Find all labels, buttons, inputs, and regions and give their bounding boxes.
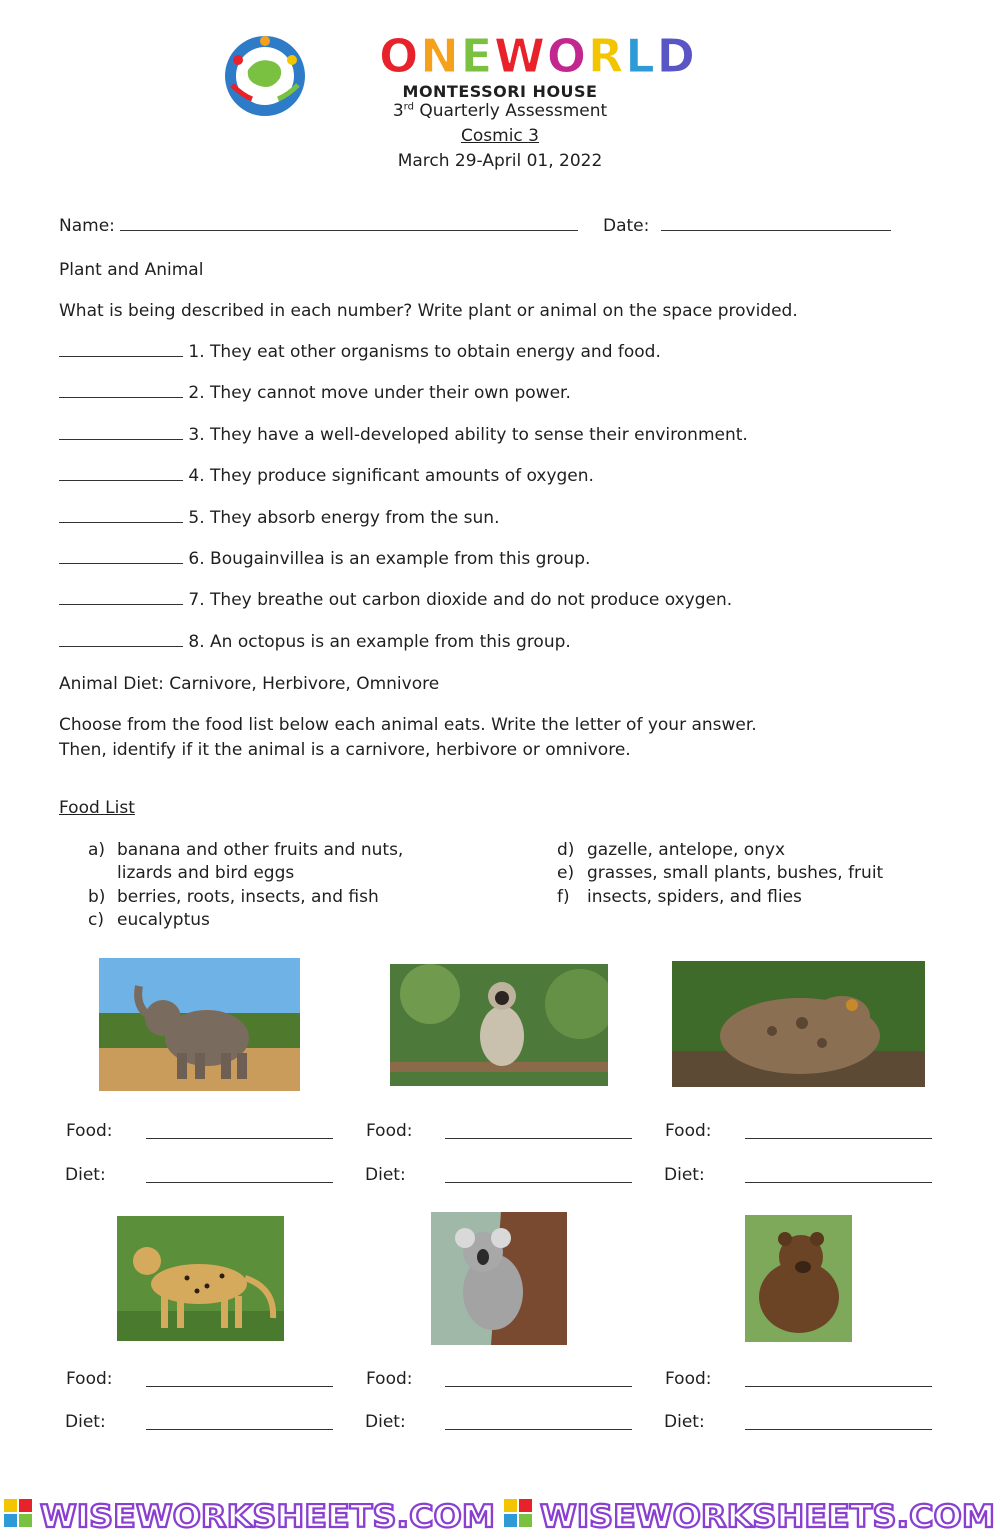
cheetah-diet-blank[interactable] — [146, 1429, 333, 1430]
food-label: Food: — [665, 1121, 712, 1141]
date-blank[interactable] — [661, 230, 891, 231]
question-item — [59, 466, 594, 487]
question-item — [59, 590, 732, 611]
question-text: 7. They breathe out carbon dioxide and do not produce oxygen. — [188, 590, 733, 610]
diet-label: Diet: — [65, 1165, 106, 1185]
food-label: Food: — [366, 1121, 413, 1141]
answer-blank[interactable] — [59, 522, 183, 523]
answer-blank[interactable] — [59, 356, 183, 357]
monkey-diet-blank[interactable] — [445, 1182, 632, 1183]
food-letter-f: f) — [557, 887, 570, 907]
question-text: 2. They cannot move under their own power. — [188, 383, 571, 403]
food-list-title: Food List — [59, 798, 135, 818]
food-letter-a: a) — [88, 840, 106, 860]
koala-photo — [431, 1212, 567, 1345]
question-text: 8. An octopus is an example from this group. — [188, 632, 571, 652]
food-option-a-line2: lizards and bird eggs — [117, 863, 295, 883]
elephant-photo — [99, 958, 300, 1091]
question-item — [59, 549, 590, 570]
food-label: Food: — [66, 1369, 113, 1389]
watermark-icon — [4, 1499, 32, 1527]
logo-letter: O — [546, 30, 588, 82]
diet-label: Diet: — [664, 1165, 705, 1185]
food-letter-d: d) — [557, 840, 575, 860]
cheetah-photo — [117, 1216, 284, 1341]
elephant-food-blank[interactable] — [146, 1138, 333, 1139]
answer-blank[interactable] — [59, 397, 183, 398]
diet-label: Diet: — [664, 1412, 705, 1432]
koala-food-blank[interactable] — [445, 1386, 632, 1387]
answer-blank[interactable] — [59, 604, 183, 605]
question-item — [59, 425, 748, 446]
logo-letter: O — [379, 30, 421, 82]
section-instructions: What is being described in each number? Write plant or animal on the space provided. — [59, 301, 798, 321]
cheetah-food-blank[interactable] — [146, 1386, 333, 1387]
section-title-plant-animal: Plant and Animal — [59, 260, 204, 280]
question-item — [59, 342, 661, 363]
diet-instruction-1: Choose from the food list below each animal eats. Write the letter of your answer. — [59, 715, 757, 735]
food-option-b: berries, roots, insects, and fish — [117, 887, 379, 907]
answer-blank[interactable] — [59, 646, 183, 647]
assessment-title: 3rd Quarterly Assessment — [392, 101, 608, 121]
logo-letter: D — [656, 30, 697, 82]
logo-text — [379, 30, 697, 82]
food-option-e: grasses, small plants, bushes, fruit — [587, 863, 884, 883]
name-blank[interactable] — [120, 230, 578, 231]
question-text: 1. They eat other organisms to obtain energy and food. — [188, 342, 661, 362]
question-item — [59, 508, 499, 529]
food-option-f: insects, spiders, and flies — [587, 887, 802, 907]
logo-letter: E — [460, 30, 495, 82]
food-label: Food: — [66, 1121, 113, 1141]
answer-blank[interactable] — [59, 480, 183, 481]
food-option-a-line1: banana and other fruits and nuts, — [117, 840, 404, 860]
food-letter-b: b) — [88, 887, 106, 907]
diet-label: Diet: — [65, 1412, 106, 1432]
food-label: Food: — [366, 1369, 413, 1389]
watermark-text: WISEWORKSHEETS.COM — [540, 1499, 995, 1533]
diet-label: Diet: — [365, 1165, 406, 1185]
food-letter-c: c) — [88, 910, 104, 930]
logo-letter: R — [587, 30, 626, 82]
logo-letter: L — [625, 30, 657, 82]
question-item — [59, 632, 571, 653]
food-letter-e: e) — [557, 863, 575, 883]
assessment-dates: March 29-April 01, 2022 — [397, 151, 603, 171]
bear-food-blank[interactable] — [745, 1386, 932, 1387]
diet-instruction-2: Then, identify if it the animal is a carnivore, herbivore or omnivore. — [59, 740, 631, 760]
watermark-icon — [504, 1499, 532, 1527]
question-text: 5. They absorb energy from the sun. — [188, 508, 500, 528]
toad-food-blank[interactable] — [745, 1138, 932, 1139]
bear-photo — [745, 1215, 852, 1342]
date-label: Date: — [603, 216, 650, 236]
monkey-photo — [390, 964, 608, 1086]
name-field[interactable] — [59, 216, 578, 237]
school-logo-wordmark — [318, 30, 758, 82]
answer-blank[interactable] — [59, 439, 183, 440]
section-title-animal-diet: Animal Diet: Carnivore, Herbivore, Omnivore — [59, 674, 440, 694]
monkey-food-blank[interactable] — [445, 1138, 632, 1139]
elephant-diet-blank[interactable] — [146, 1182, 333, 1183]
subject-title: Cosmic 3 — [461, 126, 539, 146]
question-text: 4. They produce significant amounts of oxygen. — [188, 466, 594, 486]
question-item — [59, 383, 571, 404]
koala-diet-blank[interactable] — [445, 1429, 632, 1430]
watermark-footer — [0, 1494, 1000, 1533]
toad-diet-blank[interactable] — [745, 1182, 932, 1183]
food-option-d: gazelle, antelope, onyx — [587, 840, 786, 860]
diet-label: Diet: — [365, 1412, 406, 1432]
food-option-c: eucalyptus — [117, 910, 210, 930]
answer-blank[interactable] — [59, 563, 183, 564]
watermark-text: WISEWORKSHEETS.COM — [40, 1499, 495, 1533]
date-field[interactable] — [603, 216, 891, 237]
food-label: Food: — [665, 1369, 712, 1389]
school-name: MONTESSORI HOUSE — [402, 82, 598, 101]
name-label: Name: — [59, 216, 115, 236]
question-text: 6. Bougainvillea is an example from this group. — [188, 549, 591, 569]
logo-letter: N — [420, 30, 461, 82]
bear-diet-blank[interactable] — [745, 1429, 932, 1430]
toad-photo — [672, 961, 925, 1087]
question-text: 3. They have a well-developed ability to sense their environment. — [188, 425, 748, 445]
logo-letter: W — [494, 30, 547, 82]
